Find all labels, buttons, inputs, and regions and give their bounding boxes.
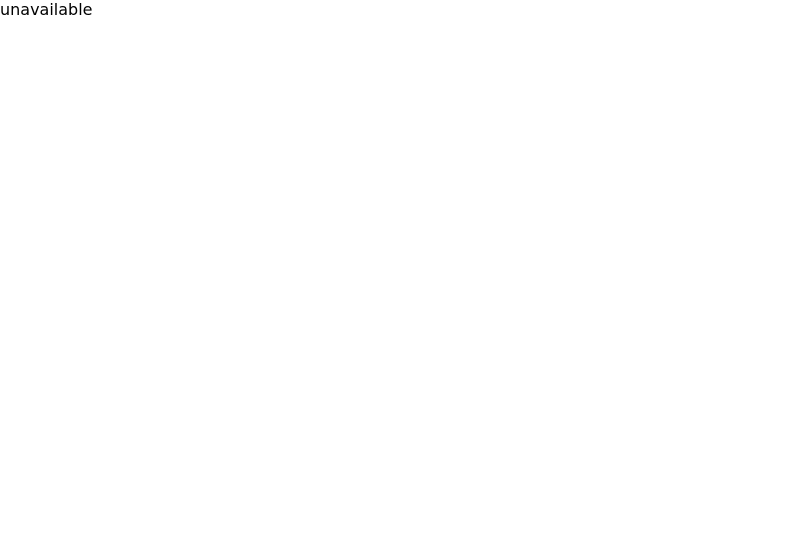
page: unavailable	[0, 0, 93, 19]
